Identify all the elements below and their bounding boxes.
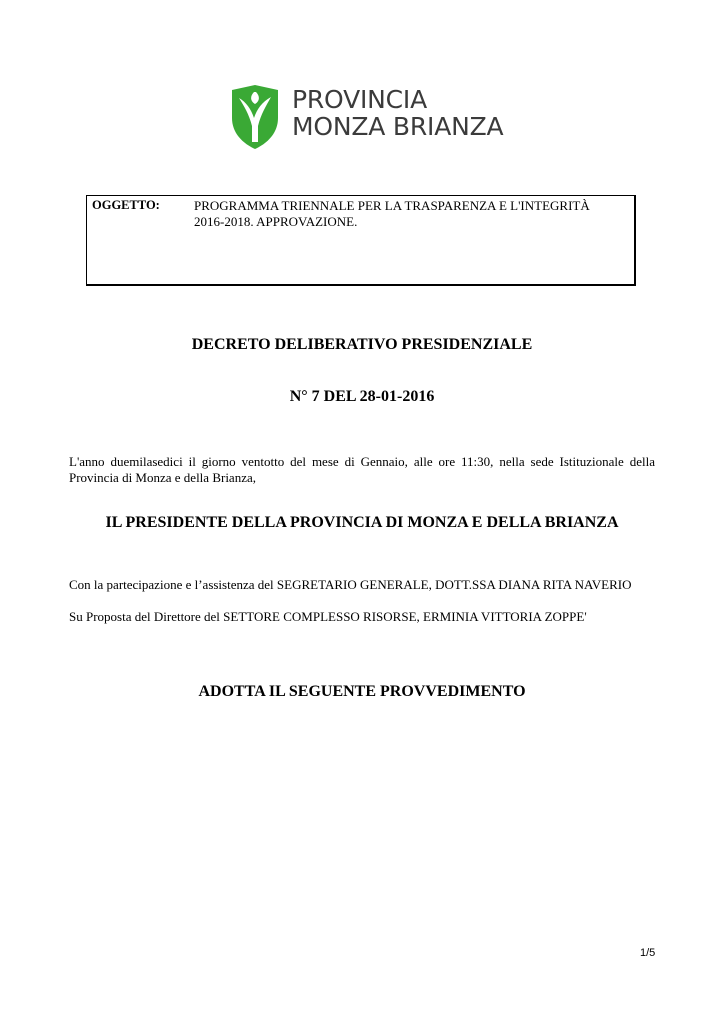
page-number: 1/5 — [640, 947, 656, 959]
intro-paragraph: L'anno duemilasedici il giorno ventotto del mese di Gennaio, alle ore 11:30, nella sede Istituzionale della Provincia di Monza e della Brianza, — [69, 454, 655, 485]
province-logo — [230, 84, 504, 152]
subject-text — [194, 198, 629, 230]
subject-line-2: 2016-2018. APPROVAZIONE. — [194, 214, 358, 229]
participation-line: Con la partecipazione e l’assistenza del SEGRETARIO GENERALE, DOTT.SSA DIANA RITA NAVERIO — [69, 577, 632, 592]
proposal-line: Su Proposta del Direttore del SETTORE COMPLESSO RISORSE, ERMINIA VITTORIA ZOPPE' — [69, 609, 587, 624]
logo-wordmark — [292, 86, 503, 140]
subject-label: OGGETTO: — [92, 198, 160, 212]
subject-line-1: PROGRAMMA TRIENNALE PER LA TRASPARENZA E L'INTEGRITÀ — [194, 198, 590, 213]
logo-line-1: PROVINCIA — [292, 85, 427, 114]
subject-box — [86, 195, 636, 286]
decree-number: N° 7 DEL 28-01-2016 — [289, 388, 435, 405]
logo-line-2: MONZA BRIANZA — [292, 112, 504, 141]
document-title: DECRETO DELIBERATIVO PRESIDENZIALE — [191, 336, 533, 353]
president-heading: IL PRESIDENTE DELLA PROVINCIA DI MONZA E DELLA BRIANZA — [105, 514, 619, 531]
adopt-heading: ADOTTA IL SEGUENTE PROVVEDIMENTO — [198, 683, 526, 700]
province-emblem-icon — [230, 84, 280, 150]
